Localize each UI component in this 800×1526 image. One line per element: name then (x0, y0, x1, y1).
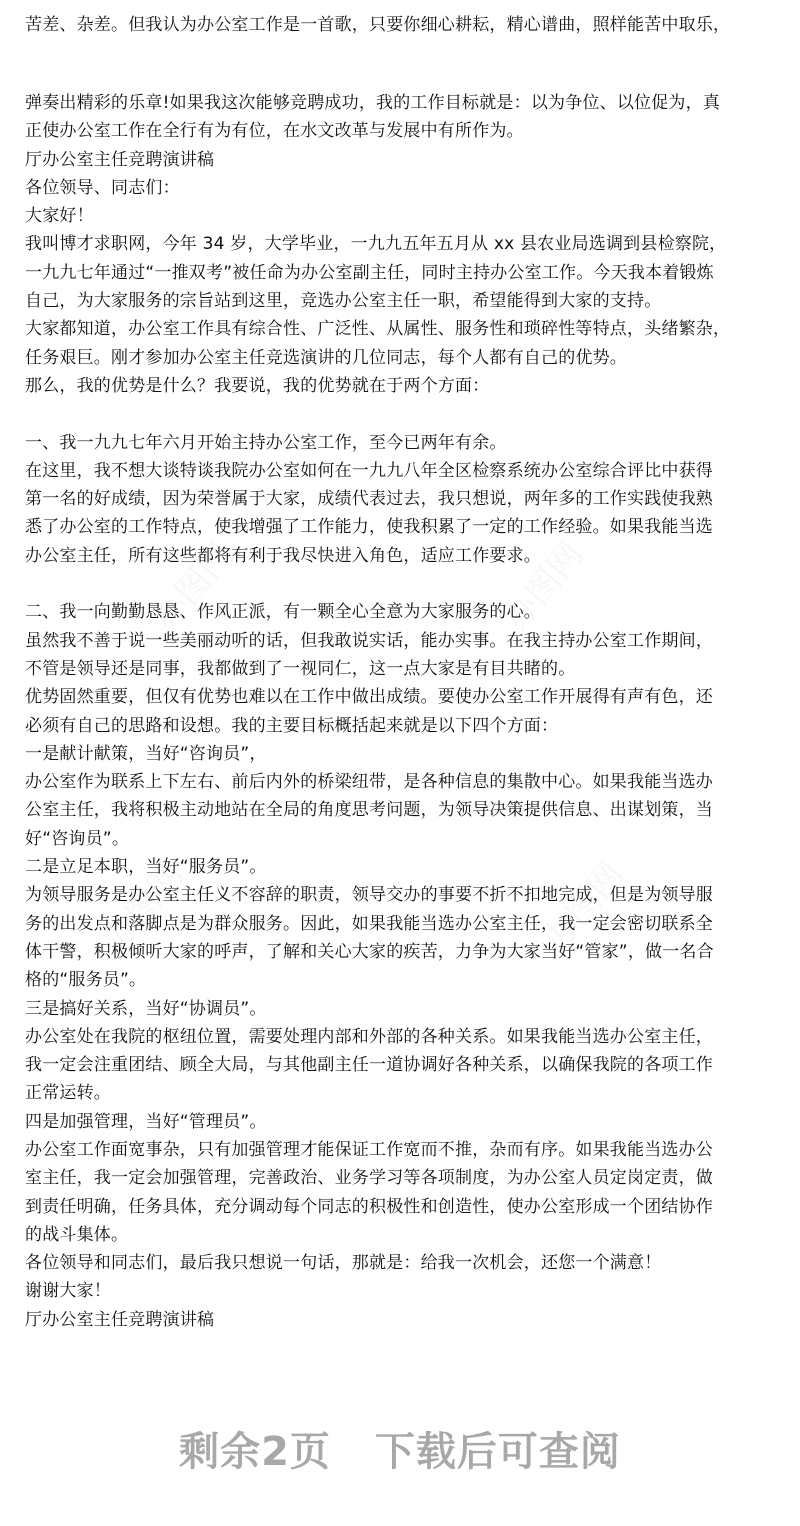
text-line: 我一定会注重团结、顾全大局，与其他副主任一道协调好各种关系，以确保我院的各项工作 (25, 1055, 713, 1076)
text-line: 正使办公室工作在全行有为有位，在水文改革与发展中有所作为。 (25, 121, 524, 142)
text-line: 好“咨询员”。 (25, 828, 130, 849)
text-line: 办公室主任，所有这些都将有利于我尽快进入角色，适应工作要求。 (25, 545, 541, 566)
text-line (25, 570, 785, 598)
text-line: 一、我一九九七年六月开始主持办公室工作，至今已两年有余。 (25, 432, 507, 453)
text-line: 为领导服务是办公室主任义不容辞的职责，领导交办的事要不折不扣地完成，但是为领导服 (25, 885, 713, 906)
text-line: 谢谢大家！ (25, 1281, 111, 1302)
text-line: 在这里，我不想大谈特谈我院办公室如何在一九九八年全区检察系统办公室综合评比中获得 (25, 460, 713, 481)
text-line: 任务艰巨。刚才参加办公室主任竞选演讲的几位同志，每个人都有自己的优势。 (25, 347, 627, 368)
text-line: 格的“服务员”。 (25, 970, 147, 991)
document-text-main (25, 89, 785, 1334)
text-line: 室主任，我一定会加强管理，完善政治、业务学习等各项制度，为办公室人员定岗定责，做 (25, 1168, 713, 1189)
download-hint-label: 下载后可查阅 (374, 1429, 621, 1475)
document-text-top (25, 11, 785, 39)
text-line: 大家都知道，办公室工作具有综合性、广泛性、从属性、服务性和琐碎性等特点，头绪繁杂， (25, 319, 731, 340)
text-line: 各位领导、同志们： (25, 177, 180, 198)
text-line: 优势固然重要，但仅有优势也难以在工作中做出成绩。要使办公室工作开展得有声有色，还 (25, 687, 713, 708)
text-line: 虽然我不善于说一些美丽动听的话，但我敢说实话，能办实事。在我主持办公室工作期间， (25, 630, 713, 651)
text-line: 我叫博才求职网，今年 34 岁，大学毕业，一九九五年五月从 xx 县农业局选调到县检察院， (25, 234, 727, 255)
text-line: 一九九七年通过“一推双考”被任命为办公室副主任，同时主持办公室工作。今天我本着锻炼 (25, 262, 714, 283)
text-line: 办公室处在我院的枢纽位置，需要处理内部和外部的各种关系。如果我能当选办公室主任， (25, 1026, 713, 1047)
text-line: 悉了办公室的工作特点，使我增强了工作能力，使我积累了一定的工作经验。如果我能当选 (25, 517, 713, 538)
text-line: 苦差、杂差。但我认为办公室工作是一首歌，只要你细心耕耘，精心谱曲，照样能苦中取乐， (25, 15, 731, 35)
text-line: 自己，为大家服务的宗旨站到这里，竞选办公室主任一职，希望能得到大家的支持。 (25, 291, 662, 312)
text-line: 厅办公室主任竞聘演讲稿 (25, 1309, 215, 1330)
text-line: 务的出发点和落脚点是为群众服务。因此，如果我能当选办公室主任，我一定会密切联系全 (25, 913, 713, 934)
text-line: 一是献计献策，当好“咨询员”， (25, 743, 267, 764)
text-line: 二、我一向勤勤恳恳、作风正派，有一颗全心全意为大家服务的心。 (25, 602, 541, 623)
text-line: 那么，我的优势是什么？我要说，我的优势就在于两个方面： (25, 375, 490, 396)
text-line: 弹奏出精彩的乐章!如果我这次能够竞聘成功，我的工作目标就是：以为争位、以位促为，真 (25, 93, 721, 113)
text-line: 不管是领导还是同事，我都做到了一视同仁，这一点大家是有目共睹的。 (25, 658, 576, 679)
text-line: 办公室作为联系上下左右、前后内外的桥梁纽带，是各种信息的集散中心。如果我能当选办 (25, 772, 713, 793)
text-line: 正常运转。 (25, 1083, 111, 1104)
text-line: 的战斗集体。 (25, 1224, 129, 1245)
remaining-pages-label: 剩余2页 (179, 1429, 331, 1475)
text-line: 体干警，积极倾听大家的呼声，了解和关心大家的疾苦，力争为大家当好“管家”，做一名合 (25, 941, 714, 962)
text-line: 公室主任，我将积极主动地站在全局的角度思考问题，为领导决策提供信息、出谋划策，当 (25, 800, 713, 821)
text-line: 三是搞好关系，当好“协调员”。 (25, 998, 267, 1019)
text-line: 到责任明确，任务具体，充分调动每个同志的积极性和创造性，使办公室形成一个团结协作 (25, 1196, 713, 1217)
text-line: 二是立足本职，当好“服务员”。 (25, 857, 267, 878)
text-line: 四是加强管理，当好“管理员”。 (25, 1111, 267, 1132)
text-line: 办公室工作面宽事杂，只有加强管理才能保证工作宽而不推，杂而有序。如果我能当选办公 (25, 1139, 713, 1160)
text-line: 必须有自己的思路和设想。我的主要目标概括起来就是以下四个方面： (25, 715, 559, 736)
download-banner[interactable] (0, 1420, 800, 1477)
text-line: 厅办公室主任竞聘演讲稿 (25, 149, 215, 170)
text-line: 第一名的好成绩，因为荣誉属于大家，成绩代表过去，我只想说，两年多的工作实践使我熟 (25, 489, 713, 510)
text-line: 各位领导和同志们，最后我只想说一句话，那就是：给我一次机会，还您一个满意！ (25, 1253, 662, 1274)
text-line (25, 400, 785, 428)
text-line: 大家好！ (25, 206, 94, 227)
